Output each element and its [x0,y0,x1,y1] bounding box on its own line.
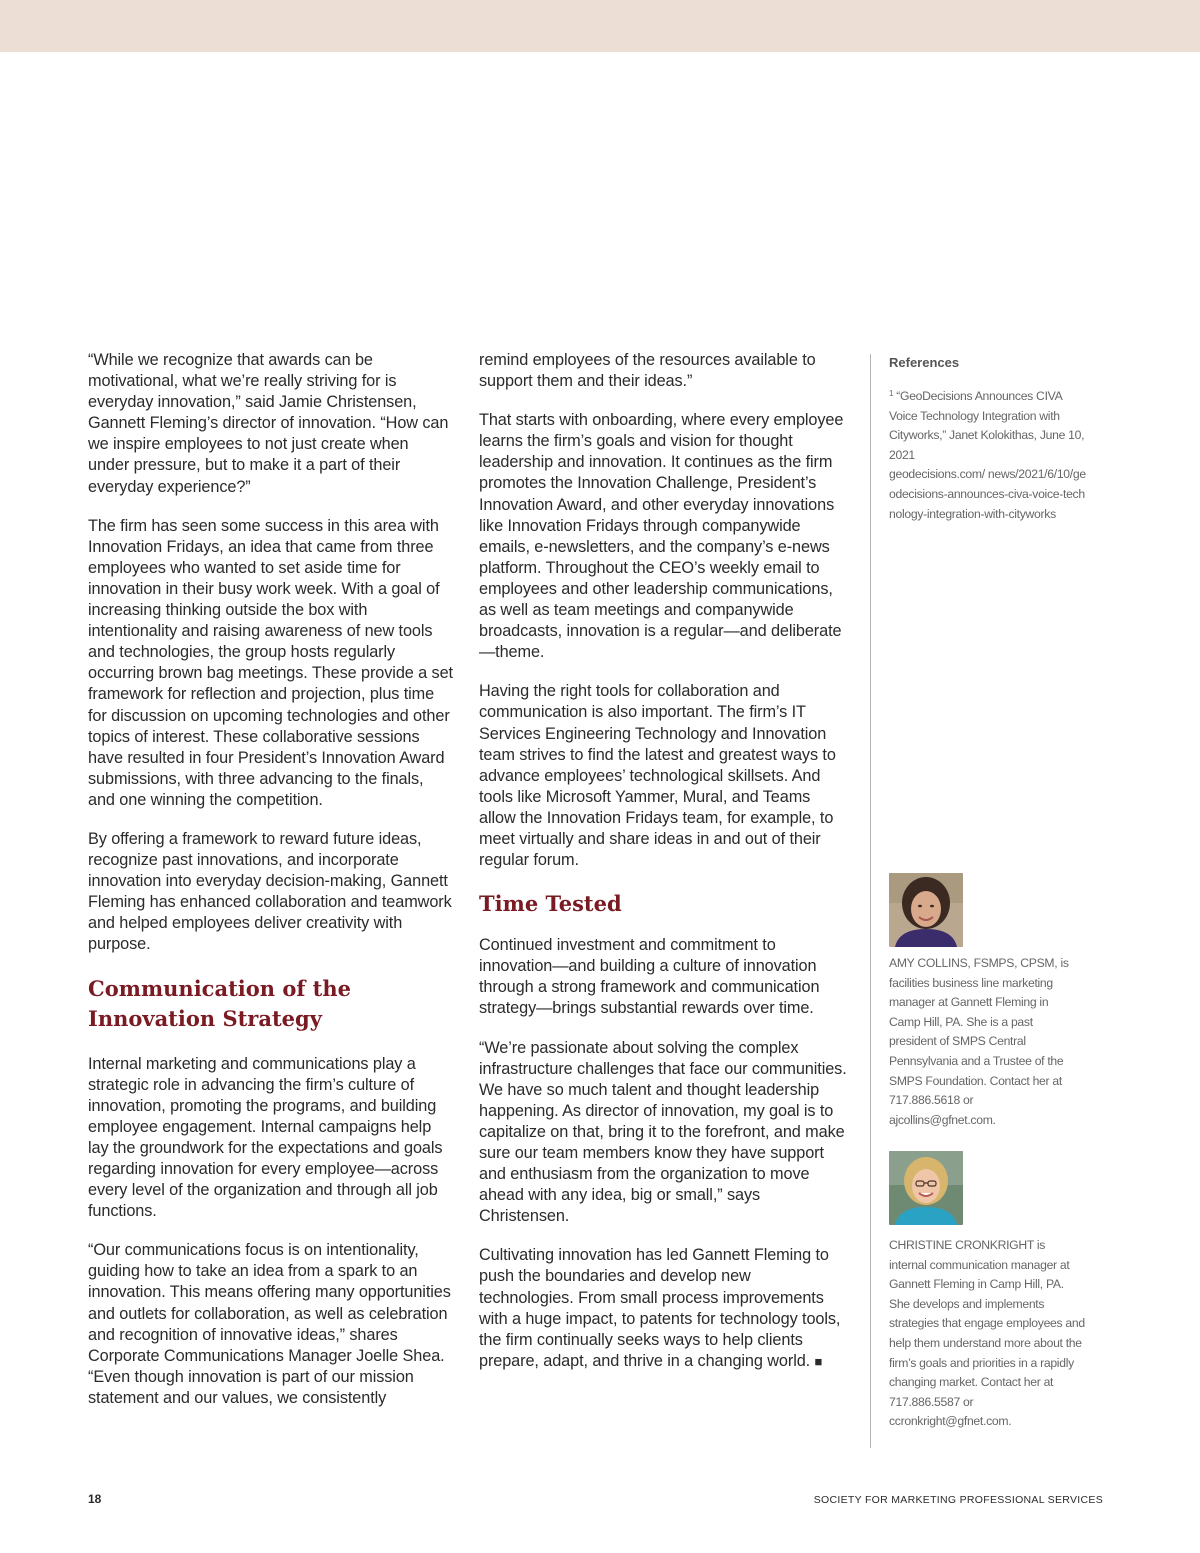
reference-number: 1 [889,389,894,398]
article-column-2 [479,350,847,1390]
paragraph-tools: Having the right tools for collaboration and communication is also important. The firm’s IT Services Engineering Technology and Innovation team strives to find the latest and greatest ways to advance employees’ technological skillsets. And tools like Microsoft Yammer, Mural, and Teams allow the Innovation Fridays team, for example, to meet virtually and share ideas in and out of their regular forum. [479,682,836,870]
paragraph-framework: By offering a framework to reward future ideas, recognize past innovations, and incorporate innovation into everyday decision-making, Gannett Fleming has enhanced collaboration and teamwork and helped employees deliver creativity with purpose. [88,829,452,954]
reference-entry [889,384,1089,524]
paragraph-continued-investment: Continued investment and commitment to innovation—and building a culture of innovation through a strong framework and communication strategy—brings substantial rewards over time. [479,936,820,1018]
author-photo-christine-cronkright [889,1151,963,1225]
author-bio-amy-collins: AMY COLLINS, FSMPS, CPSM, is facilities business line marketing manager at Gannett Fleming in Camp Hill, PA. She is a past president of SMPS Central Pennsylvania and a Trustee of the SMPS Foundation. Contact her at 717.886.5618 or ajcollins@gfnet.com. [889,956,1069,1127]
paragraph-shea-quote: “Our communications focus is on intentionality, guiding how to take an idea from a spark to an innovation. This means offering many opportunities and outlets for collaboration, as well as celebration and recognition of innovative ideas,” shares Corporate Communications Manager Joelle Shea. “Even though innovation is part of our mission statement and our values, we consistently [88,1241,451,1407]
reference-text: “GeoDecisions Announces CIVA Voice Technology Integration with Cityworks,” Janet Kolokithas, June 10, 2021 [889,389,1085,462]
section-heading-time-tested: Time Tested [479,891,622,917]
section-heading-communication: Communication of the Innovation Strategy [88,975,352,1031]
paragraph-cultivating [479,1245,847,1372]
page-number: 18 [88,1492,102,1506]
top-color-band [0,0,1200,52]
closing-text: Cultivating innovation has led Gannett Fleming to push the boundaries and develop new technologies. From small process improvements with a huge impact, to patents for technology tools, the firm continually seeks ways to help clients prepare, adapt, and thrive in a changing world. [479,1246,841,1370]
paragraph-resources: remind employees of the resources available to support them and their ideas.” [479,351,816,391]
paragraph-onboarding: That starts with onboarding, where every employee learns the firm’s goals and vision for thought leadership and innovation. It continues as the firm promotes the Innovation Challenge, President’s Innovation Award, and other everyday innovations like Innovation Fridays through companywide emails, e-newsletters, and the company’s e-news platform. Throughout the CEO’s weekly email to employees and other leadership communications, as well as team meetings and companywide broadcasts, innovation is a regular—and deliberate—theme. [479,411,844,662]
end-of-article-mark: ■ [814,1353,823,1369]
references-sidebar [889,354,1089,524]
author-photo-amy-collins [889,873,963,947]
references-heading: References [889,355,960,370]
article-column-1 [88,350,453,1427]
sidebar-divider [870,354,871,1448]
reference-url[interactable]: geodecisions.com/ news/2021/6/10/geodecisions-announces-civa-voice-technology-integration-with-cityworks [889,467,1086,521]
paragraph-innovation-fridays: The firm has seen some success in this area with Innovation Fridays, an idea that came from three employees who wanted to set aside time for innovation in their busy work week. With a goal of increasing thinking outside the box with intentionality and raising awareness of new tools and technologies, the group hosts regularly occurring brown bag meetings. These provide a set framework for reflection and projection, plus time for discussion on upcoming technologies and other topics of interest. These collaborative sessions have resulted in four President’s Innovation Award submissions, with three advancing to the finals, and one winning the competition. [88,516,453,809]
footer-publication-name: SOCIETY FOR MARKETING PROFESSIONAL SERVICES [813,1494,1103,1506]
paragraph-passionate-quote: “We’re passionate about solving the complex infrastructure challenges that face our communities. We have so much talent and thought leadership happening. As director of innovation, my goal is to capitalize on that, bring it to the forefront, and make sure our team members know they have support and enthusiasm from the organization to move ahead with any idea, big or small,” says Christensen. [479,1038,847,1226]
paragraph-internal-marketing: Internal marketing and communications play a strategic role in advancing the firm’s culture of innovation, promoting the programs, and building employee engagement. Internal campaigns help lay the groundwork for the expectations and goals regarding innovation for every employee—across every level of the organization and through all job functions. [88,1054,443,1221]
paragraph-christensen-quote: “While we recognize that awards can be motivational, what we’re really striving for is everyday innovation,” said Jamie Christensen, Gannett Fleming’s director of innovation. “How can we inspire employees to not just create when under pressure, but to make it a part of their everyday experience?” [88,351,449,496]
author-bio-christine-cronkright: CHRISTINE CRONKRIGHT is internal communication manager at Gannett Fleming in Camp Hill, PA. She develops and implements strategies that engage employees and help them understand more about the firm’s goals and priorities in a rapidly changing market. Contact her at 717.886.5587 or ccronkright@gfnet.com. [889,1238,1085,1429]
